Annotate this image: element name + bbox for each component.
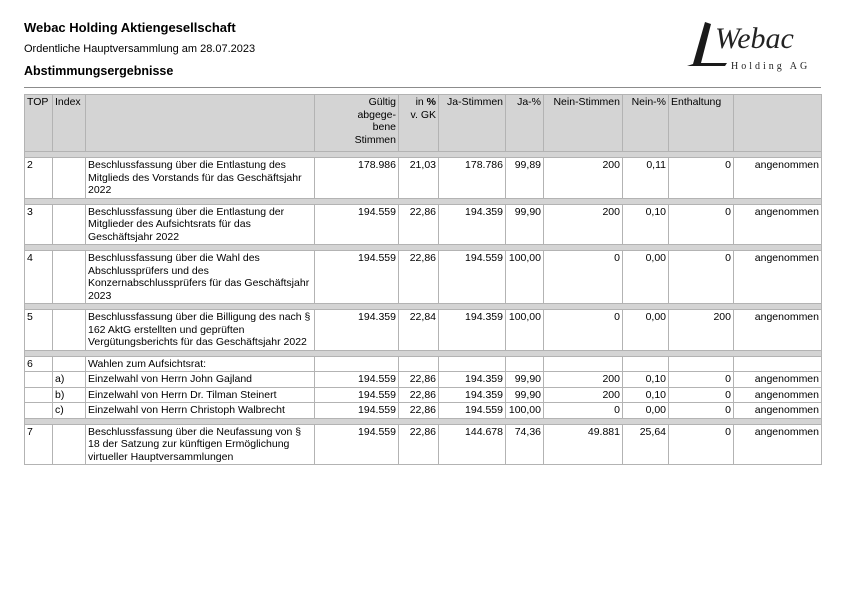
- resolution-text: Einzelwahl von Herrn Dr. Tilman Steinert: [86, 387, 315, 403]
- table-header-row: [25, 95, 822, 152]
- table-row: 5 Beschlussfassung über die Billigung des nach § 162 AktG erstellten und geprüften Vergütungsberichts für das Geschäftsjahr 2022 194.359 22,84 194.359 100,00 0 0,00 200 angenommen: [25, 310, 822, 351]
- header-divider: [24, 87, 821, 88]
- result-status: angenommen: [734, 158, 822, 199]
- col-valid: Gültig abgege- bene Stimmen: [315, 95, 399, 152]
- result-status: angenommen: [734, 310, 822, 351]
- table-row: c) Einzelwahl von Herrn Christoph Walbrecht 194.559 22,86 194.559 100,00 0 0,00 0 angenommen: [25, 403, 822, 419]
- company-name: Webac Holding Aktiengesellschaft: [24, 20, 236, 35]
- webac-logo: [685, 18, 825, 74]
- results-table: [24, 94, 822, 465]
- result-status: angenommen: [734, 424, 822, 465]
- col-index: Index: [53, 95, 86, 152]
- logo-sub: Holding AG: [731, 61, 811, 72]
- resolution-text: Beschlussfassung über die Neufassung von § 18 der Satzung zur künftigen Ermöglichung virtueller Hauptversammlungen: [86, 424, 315, 465]
- webac-logo-graphic: [685, 18, 825, 74]
- col-result: [734, 95, 822, 152]
- table-row: 3 Beschlussfassung über die Entlastung der Mitglieder des Aufsichtsrats für das Geschäftsjahr 2022 194.559 22,86 194.359 99,90 200 0,10 0 angenommen: [25, 204, 822, 245]
- result-status: angenommen: [734, 372, 822, 388]
- table-row: a) Einzelwahl von Herrn John Gajland 194.559 22,86 194.359 99,90 200 0,10 0 angenommen: [25, 372, 822, 388]
- table-row: b) Einzelwahl von Herrn Dr. Tilman Steinert 194.559 22,86 194.359 99,90 200 0,10 0 angenommen: [25, 387, 822, 403]
- col-text: [86, 95, 315, 152]
- col-pct-gk: in % v. GK: [399, 95, 439, 152]
- document-title: Abstimmungsergebnisse: [24, 64, 174, 78]
- resolution-text: Beschlussfassung über die Wahl des Abschlussprüfers und des Konzernabschlussprüfers für das Geschäftsjahr 2023: [86, 251, 315, 304]
- col-yes: Ja-Stimmen: [439, 95, 506, 152]
- result-status: angenommen: [734, 251, 822, 304]
- col-yes-pct: Ja-%: [506, 95, 544, 152]
- resolution-text: Wahlen zum Aufsichtsrat:: [86, 356, 315, 372]
- resolution-text: Beschlussfassung über die Entlastung der Mitglieder des Aufsichtsrats für das Geschäftsjahr 2022: [86, 204, 315, 245]
- resolution-text: Beschlussfassung über die Entlastung des Mitglieds des Vorstands für das Geschäftsjahr 2022: [86, 158, 315, 199]
- col-no: Nein-Stimmen: [544, 95, 623, 152]
- resolution-text: Beschlussfassung über die Billigung des nach § 162 AktG erstellten und geprüften Vergütungsberichts für das Geschäftsjahr 2022: [86, 310, 315, 351]
- resolution-text: Einzelwahl von Herrn John Gajland: [86, 372, 315, 388]
- result-status: angenommen: [734, 387, 822, 403]
- table-row: 7 Beschlussfassung über die Neufassung von § 18 der Satzung zur künftigen Ermöglichung virtueller Hauptversammlungen 194.559 22,86 144.678 74,36 49.881 25,64 0 angenommen: [25, 424, 822, 465]
- col-top: TOP: [25, 95, 53, 152]
- logo-word: Webac: [715, 22, 794, 55]
- result-status: angenommen: [734, 204, 822, 245]
- table-row: 2 Beschlussfassung über die Entlastung des Mitglieds des Vorstands für das Geschäftsjahr 2022 178.986 21,03 178.786 99,89 200 0,11 0 angenommen: [25, 158, 822, 199]
- col-no-pct: Nein-%: [623, 95, 669, 152]
- meeting-subtitle: Ordentliche Hauptversammlung am 28.07.2023: [24, 43, 256, 55]
- result-status: angenommen: [734, 403, 822, 419]
- table-row: 6 Wahlen zum Aufsichtsrat:: [25, 356, 822, 372]
- col-abstain: Enthaltung: [669, 95, 734, 152]
- table-row: 4 Beschlussfassung über die Wahl des Abschlussprüfers und des Konzernabschlussprüfers für das Geschäftsjahr 2023 194.559 22,86 194.559 100,00 0 0,00 0 angenommen: [25, 251, 822, 304]
- resolution-text: Einzelwahl von Herrn Christoph Walbrecht: [86, 403, 315, 419]
